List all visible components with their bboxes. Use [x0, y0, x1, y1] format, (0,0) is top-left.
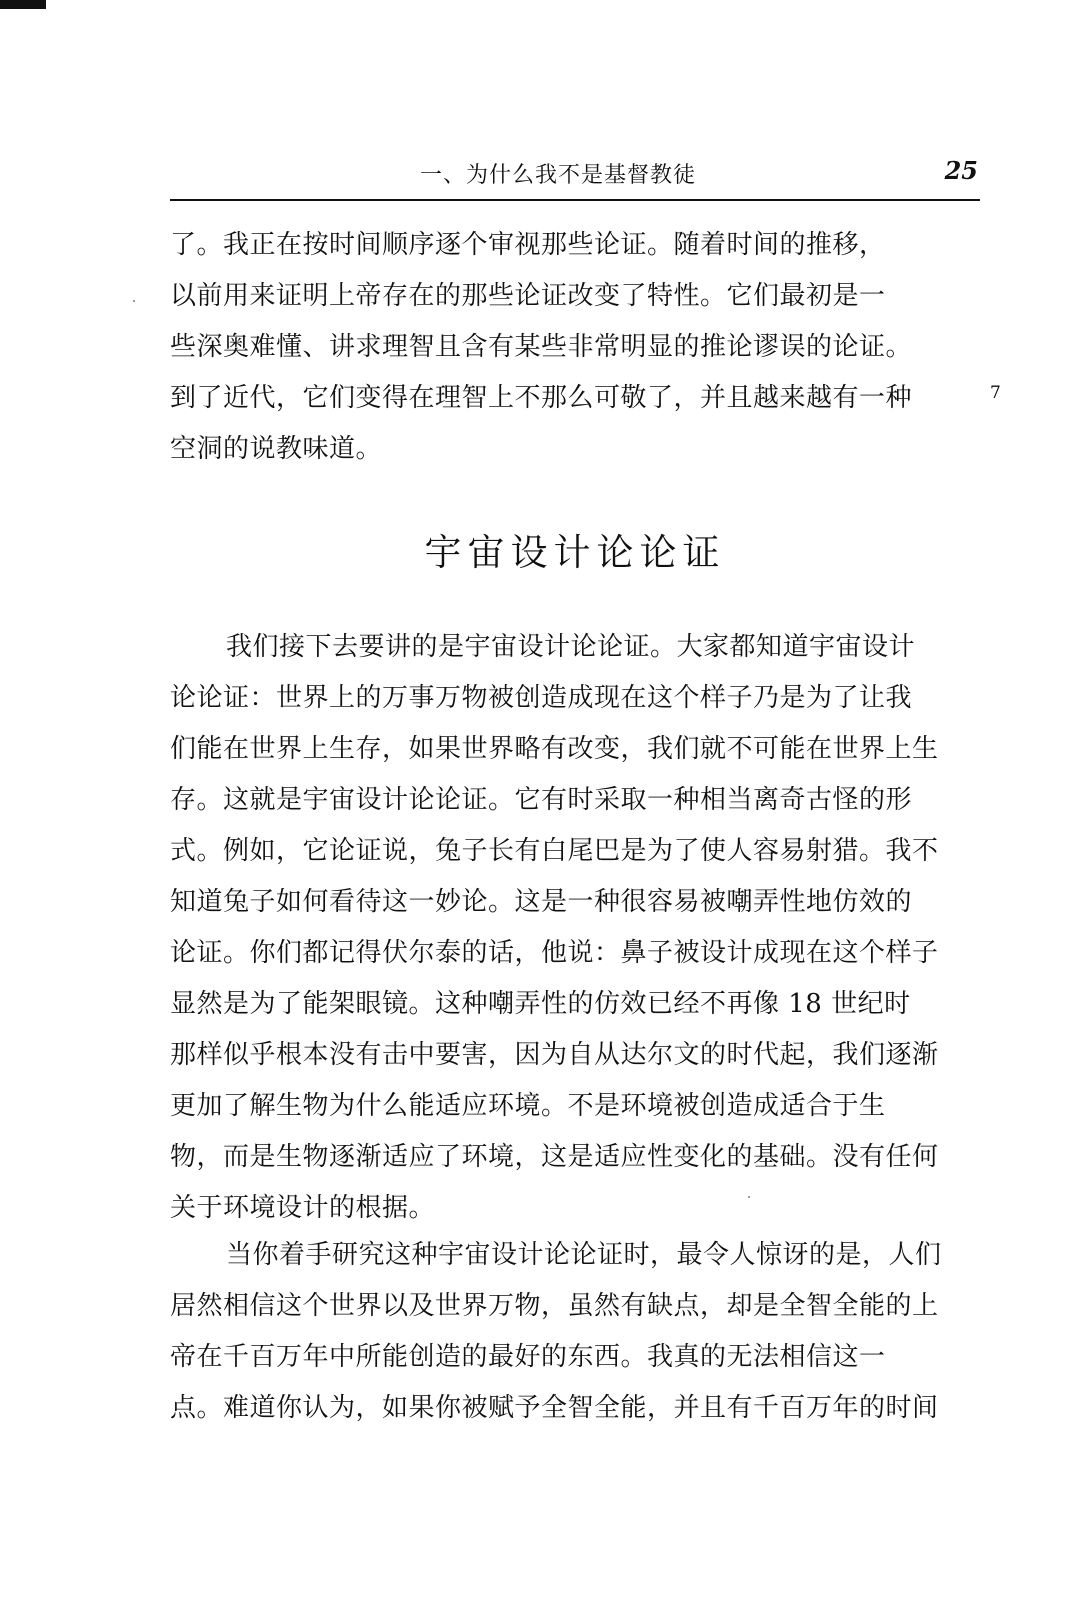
text-line: 论证。你们都记得伏尔泰的话，他说：鼻子被设计成现在这个样子	[170, 938, 939, 968]
text-line: 以前用来证明上帝存在的那些论证改变了特性。它们最初是一	[170, 281, 886, 311]
paragraph-2	[170, 622, 980, 1234]
text-line: 显然是为了能架眼镜。这种嘲弄性的仿效已经不再像 18 世纪时	[170, 989, 911, 1019]
text-line: 更加了解生物为什么能适应环境。不是环境被创造成适合于生	[170, 1091, 886, 1121]
text-line: 了。我正在按时间顺序逐个审视那些论证。随着时间的推移，	[170, 230, 886, 260]
text-line: 点。难道你认为，如果你被赋予全智全能，并且有千百万年的时间	[170, 1393, 939, 1423]
text-line: 那样似乎根本没有击中要害，因为自从达尔文的时代起，我们逐渐	[170, 1040, 939, 1070]
section-title: 宇宙设计论论证	[424, 531, 726, 574]
running-head: 一、为什么我不是基督教徒	[420, 163, 697, 188]
scan-corner-mark	[0, 0, 46, 9]
text-line: 帝在千百万年中所能创造的最好的东西。我真的无法相信这一	[170, 1342, 886, 1372]
text-line: 式。例如，它论证说，兔子长有白尾巴是为了使人容易射猎。我不	[170, 836, 939, 866]
margin-number: 7	[990, 383, 1001, 403]
text-line: 关于环境设计的根据。	[170, 1193, 436, 1223]
text-line: 空洞的说教味道。	[170, 434, 383, 464]
header-rule	[170, 199, 980, 201]
page-header	[170, 156, 980, 192]
paragraph-3	[170, 1230, 980, 1434]
text-line: 到了近代，它们变得在理智上不那么可敬了，并且越来越有一种	[170, 383, 913, 413]
text-line: 知道兔子如何看待这一妙论。这是一种很容易被嘲弄性地仿效的	[170, 887, 913, 917]
scan-speck	[133, 300, 135, 302]
text-line: 存。这就是宇宙设计论论证。它有时采取一种相当离奇古怪的形	[170, 785, 913, 815]
page-number: 25	[944, 156, 978, 185]
text-line: 居然相信这个世界以及世界万物，虽然有缺点，却是全智全能的上	[170, 1291, 939, 1321]
text-line: 论论证：世界上的万事万物被创造成现在这个样子乃是为了让我	[170, 683, 913, 713]
scan-speck	[748, 1196, 750, 1198]
text-line: 们能在世界上生存，如果世界略有改变，我们就不可能在世界上生	[170, 734, 939, 764]
text-line: 我们接下去要讲的是宇宙设计论论证。大家都知道宇宙设计	[226, 632, 916, 662]
text-line: 当你着手研究这种宇宙设计论论证时，最令人惊讶的是，人们	[226, 1240, 942, 1270]
paragraph-1	[170, 220, 980, 475]
text-line: 物，而是生物逐渐适应了环境，这是适应性变化的基础。没有任何	[170, 1142, 939, 1172]
text-line: 些深奥难懂、讲求理智且含有某些非常明显的推论谬误的论证。	[170, 332, 913, 362]
